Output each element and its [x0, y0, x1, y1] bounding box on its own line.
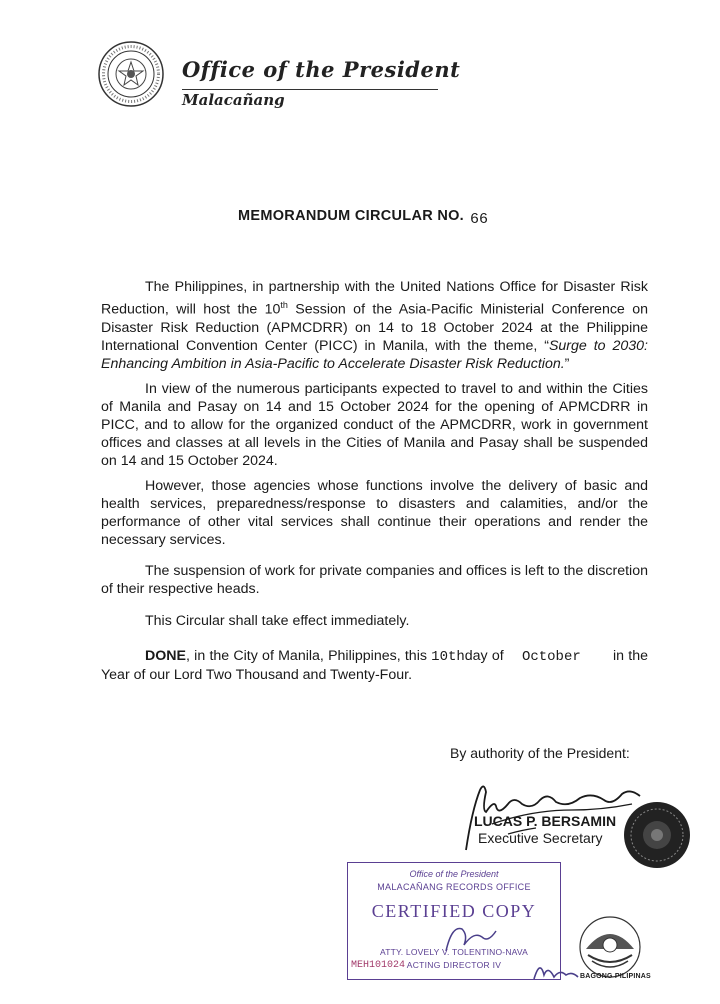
p1-text-a: The Philippines, in partnership with the United Nations Office for Disaster Risk Reduction, will host the 10: [101, 279, 648, 318]
letterhead-rule: [182, 89, 438, 90]
paragraph-effectivity: [101, 612, 648, 630]
paragraph-private: [101, 562, 648, 598]
p1-superscript: th: [280, 300, 288, 310]
stamp-records-office: MALACAÑANG RECORDS OFFICE: [377, 882, 531, 892]
p3-text: However, those agencies whose functions involve the delivery of basic and health services, preparedness/response to disasters and calamities, and/or the performance of other vital services shall continue their operations and render the necessary services.: [101, 478, 648, 548]
authority-line: By authority of the President:: [450, 745, 630, 761]
dry-seal-icon: [622, 800, 692, 870]
memo-number: 66: [470, 211, 489, 228]
stamp-office: Office of the President: [409, 869, 499, 879]
signer-name: LUCAS P. BERSAMIN: [474, 813, 617, 829]
p1-text-c: ”: [564, 355, 570, 372]
paragraph-hosting: [101, 278, 648, 373]
presidential-seal-icon: [97, 40, 165, 108]
paragraph-suspension: [101, 380, 648, 470]
stamp-certified-copy: CERTIFIED COPY: [371, 901, 537, 921]
p4-text: The suspension of work for private companies and offices is left to the discretion of their respective heads.: [101, 563, 648, 597]
p5-text: This Circular shall take effect immediately.: [145, 613, 410, 629]
office-title: Office of the President: [182, 57, 461, 82]
p1-text-b: Session of the Asia-Pacific Ministerial Conference on Disaster Risk Reduction (APMCDRR) on 14 to 18 October 2024 at the Philippine International Convention Center (PICC) in Manila, with the theme, “: [101, 301, 648, 354]
office-location: Malacañang: [182, 91, 285, 109]
p6-text-c: in the Year of our Lord Two Thousand and Twenty-Four.: [101, 648, 648, 683]
certified-copy-stamp: [347, 862, 561, 980]
paragraph-done: [101, 647, 648, 684]
bagong-pilipinas-label: BAGONG PILIPINAS: [580, 973, 651, 980]
memo-heading: MEMORANDUM CIRCULAR NO.: [238, 208, 464, 224]
stamp-attorney: ATTY. LOVELY V. TOLENTINO-NAVA: [379, 947, 529, 957]
p1-theme: Surge to 2030: Enhancing Ambition in Asia-Pacific to Accelerate Disaster Risk Reduction.: [101, 337, 648, 372]
p2-text: In view of the numerous participants expected to travel to and within the Cities of Manila and Pasay on 14 and 15 October 2024 for the opening of APMCDRR in PICC, and to allow for the organized conduct of the APMCDRR, work in government offices and classes at all levels in the Cities of Manila and Pasay shall be suspended on 14 and 15 October 2024.: [101, 381, 648, 469]
stamp-director: ACTING DIRECTOR IV: [406, 960, 502, 970]
p6-text-a: , in the City of Manila, Philippines, this: [186, 648, 432, 664]
initials-icon: [530, 955, 580, 985]
stamp-date-code: MEH101024: [351, 960, 406, 971]
p6-text-b: day of: [464, 648, 508, 664]
p6-month: October: [521, 649, 581, 665]
p6-day: 10th: [431, 649, 465, 665]
p6-done: DONE: [145, 648, 186, 664]
paragraph-exceptions: [101, 477, 648, 549]
signer-title: Executive Secretary: [478, 830, 603, 846]
